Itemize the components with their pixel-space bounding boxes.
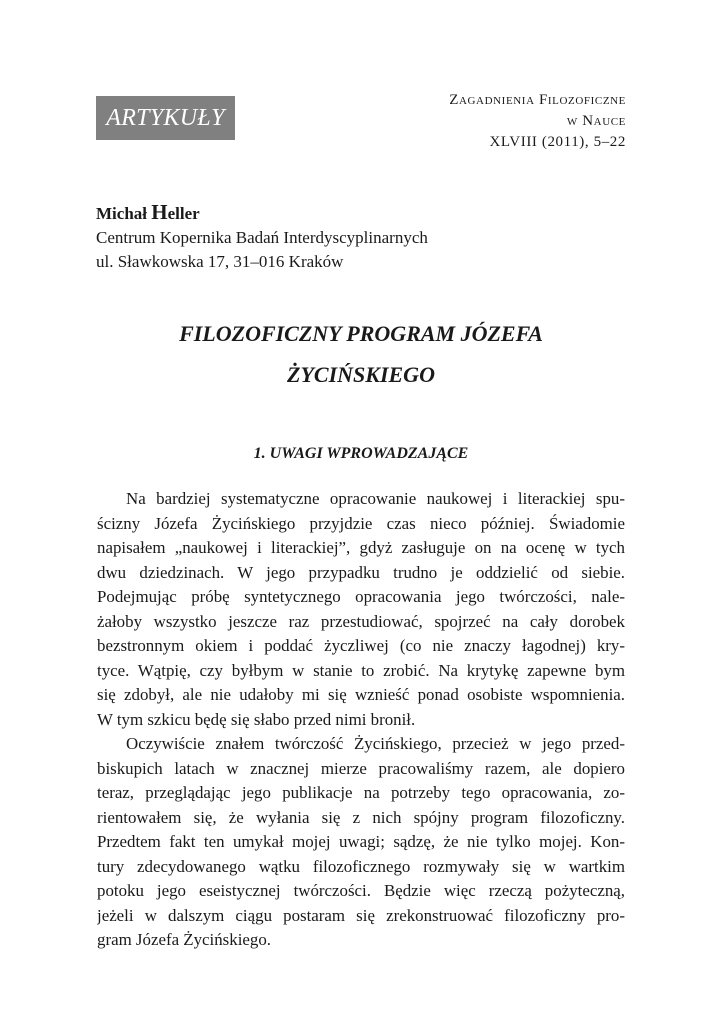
article-title-line2: ŻYCIŃSKIEGO (287, 362, 435, 387)
author-last-name-rest: eller (167, 204, 200, 223)
body-line: rientowałem się, że wyłania się z nich spójny program filozoficzny. (97, 807, 625, 827)
author-last-name-initial: H (151, 200, 168, 224)
body-line: dwu dziedzinach. W jego przypadku trudno je oddzielić od siebie. (97, 562, 625, 582)
journal-info (449, 90, 626, 153)
body-line: W tym szkicu będę się słabo przed nimi bronił. (97, 709, 416, 729)
author-name (96, 200, 428, 226)
body-line: tyce. Wątpię, czy byłbym w stanie to zrobić. Na krytykę zapewne bym (97, 660, 625, 680)
body-text (97, 487, 625, 953)
body-line: napisałem „naukowej i literackiej”, gdyż zasługuje on na ocenę w tych (97, 538, 625, 557)
body-line: Przedtem fakt ten umykał mojej uwagi; sądzę, że nie tylko mojej. Kon- (97, 832, 625, 851)
body-line: się zdobył, ale nie udałoby mi się wznieść ponad osobiste wspomnienia. (97, 685, 625, 704)
body-line: bezstronnym okiem i poddać życzliwej (co nie znaczy łagodnej) kry- (97, 636, 625, 655)
body-line: Podejmując próbę syntetycznego opracowania jego twórczości, nale- (97, 587, 625, 606)
journal-name-line1: Zagadnienia Filozoficzne (449, 92, 626, 108)
body-line: żałoby wszystko jeszcze raz przestudiować, spojrzeć na cały dorobek (97, 611, 625, 631)
journal-name-line2: w Nauce (566, 113, 626, 129)
author-block (96, 200, 428, 274)
author-first-name: Michał (96, 204, 147, 223)
section-tab-label: ARTYKUŁY (96, 96, 235, 140)
body-line: Oczywiście znałem twórczość Życińskiego, przecież w jego przed- (126, 734, 625, 753)
section-heading: 1. UWAGI WPROWADZAJĄCE (253, 445, 469, 462)
body-line: tury zdecydowanego wątku filozoficznego rozmywały się w wartkim (97, 856, 625, 876)
author-address: ul. Sławkowska 17, 31–016 Kraków (96, 252, 344, 271)
body-line: teraz, przeglądając jego publikacje na potrzeby tego opracowania, zo- (97, 783, 625, 802)
body-line: ścizny Józefa Życińskiego przyjdzie czas nieco później. Świadomie (97, 513, 625, 533)
body-line: Na bardziej systematyczne opracowanie naukowej i literackiej spu- (126, 489, 625, 508)
body-line: jeżeli w dalszym ciągu postaram się zrekonstruować filozoficzny pro- (97, 905, 625, 925)
author-affiliation: Centrum Kopernika Badań Interdyscyplinarnych (96, 228, 428, 247)
body-line: biskupich latach w znacznej mierze pracowaliśmy razem, ale dopiero (97, 758, 625, 778)
body-line: gram Józefa Życińskiego. (97, 930, 272, 949)
article-title (96, 313, 626, 395)
body-line: potoku jego eseistycznej twórczości. Będzie więc rzeczą pożyteczną, (97, 881, 625, 900)
article-title-line1: FILOZOFICZNY PROGRAM JÓZEFA (179, 321, 543, 346)
journal-issue: XLVIII (2011), 5–22 (489, 134, 626, 150)
